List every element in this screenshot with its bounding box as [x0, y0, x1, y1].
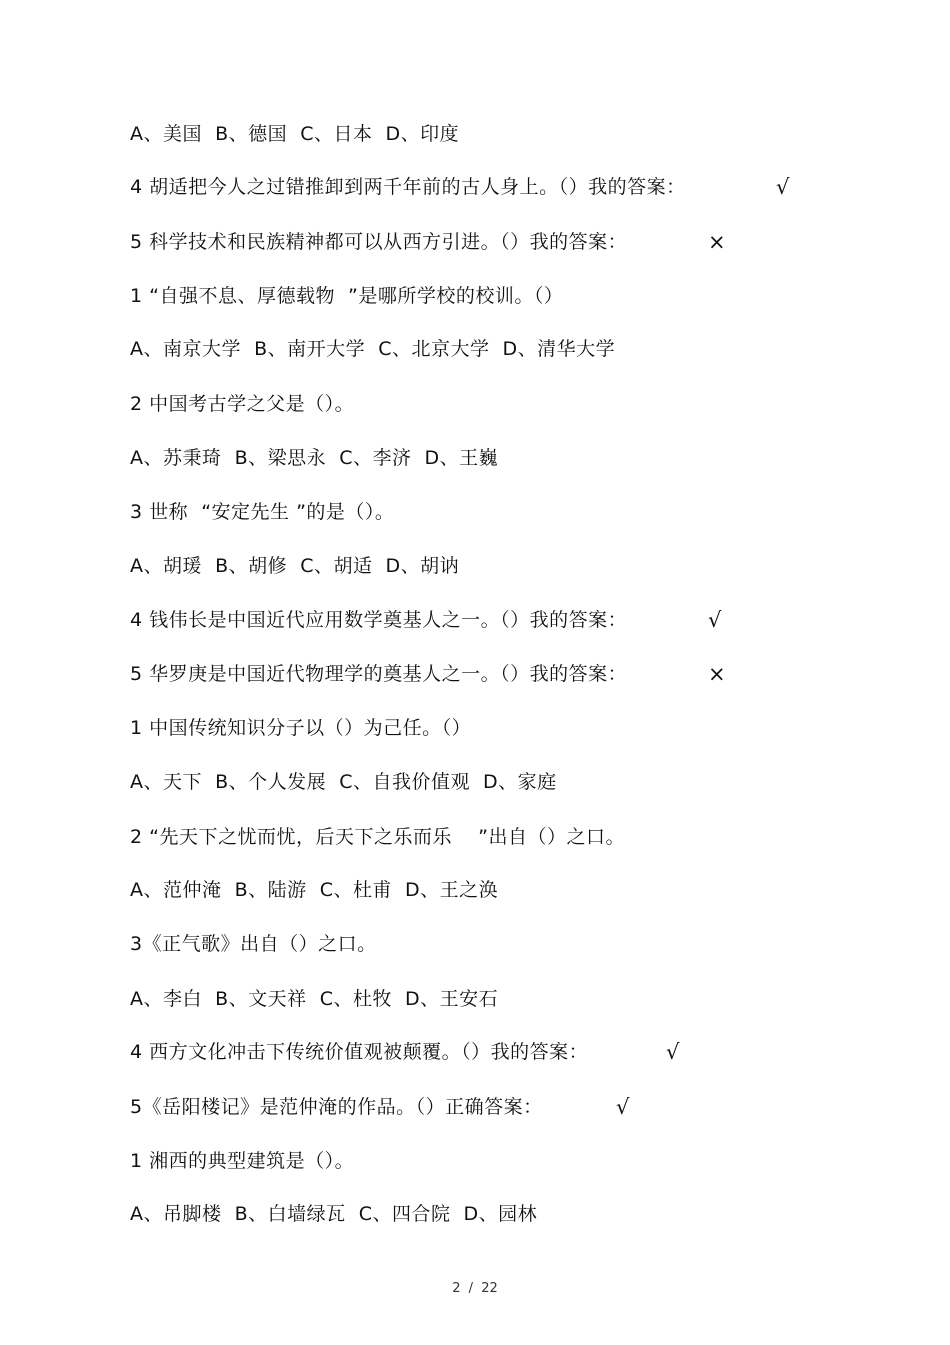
- question-line: 4 西方文化冲击下传统价值观被颠覆。（）我的答案：: [130, 1041, 589, 1063]
- options-line: A、胡瑗 B、胡修 C、胡适 D、胡讷: [130, 555, 460, 577]
- question-line: 1 “自强不息、厚德载物 ”是哪所学校的校训。（）: [130, 285, 564, 307]
- options-line: A、范仲淹 B、陆游 C、杜甫 D、王之涣: [130, 879, 499, 901]
- question-line: 2 “先天下之忧而忧，后天下之乐而乐 ”出自（）之口。: [130, 826, 625, 848]
- question-line: 1 中国传统知识分子以（）为己任。（）: [130, 717, 472, 739]
- question-line: 1 湘西的典型建筑是（）。: [130, 1150, 355, 1172]
- cross-mark: ×: [708, 662, 726, 686]
- question-line: 5 科学技术和民族精神都可以从西方引进。（）我的答案：: [130, 231, 628, 253]
- page-number: [0, 1281, 950, 1296]
- page-separator: /: [468, 1281, 474, 1296]
- options-line: A、吊脚楼 B、白墙绿瓦 C、四合院 D、园林: [130, 1203, 538, 1225]
- options-line: A、南京大学 B、南开大学 C、北京大学 D、清华大学: [130, 338, 616, 360]
- question-line: 5《岳阳楼记》是范仲淹的作品。（）正确答案：: [130, 1096, 543, 1118]
- options-line: A、苏秉琦 B、梁思永 C、李济 D、王巍: [130, 447, 499, 469]
- page-total: 22: [481, 1281, 498, 1296]
- check-mark: √: [666, 1040, 680, 1064]
- question-line: 2 中国考古学之父是（）。: [130, 393, 355, 415]
- check-mark: √: [776, 175, 790, 199]
- options-line: A、天下 B、个人发展 C、自我价值观 D、家庭: [130, 771, 557, 793]
- question-line: 5 华罗庚是中国近代物理学的奠基人之一。（）我的答案：: [130, 663, 628, 685]
- page-current: 2: [452, 1281, 461, 1296]
- question-line: 4 胡适把今人之过错推卸到两千年前的古人身上。（）我的答案：: [130, 176, 686, 198]
- question-line: 4 钱伟长是中国近代应用数学奠基人之一。（）我的答案：: [130, 609, 628, 631]
- question-line: 3《正气歌》出自（）之口。: [130, 933, 377, 955]
- cross-mark: ×: [708, 230, 726, 254]
- check-mark: √: [616, 1095, 630, 1119]
- check-mark: √: [708, 608, 722, 632]
- options-line: A、美国 B、德国 C、日本 D、印度: [130, 123, 460, 145]
- question-line: 3 世称 “安定先生 ”的是（）。: [130, 501, 395, 523]
- options-line: A、李白 B、文天祥 C、杜牧 D、王安石: [130, 988, 499, 1010]
